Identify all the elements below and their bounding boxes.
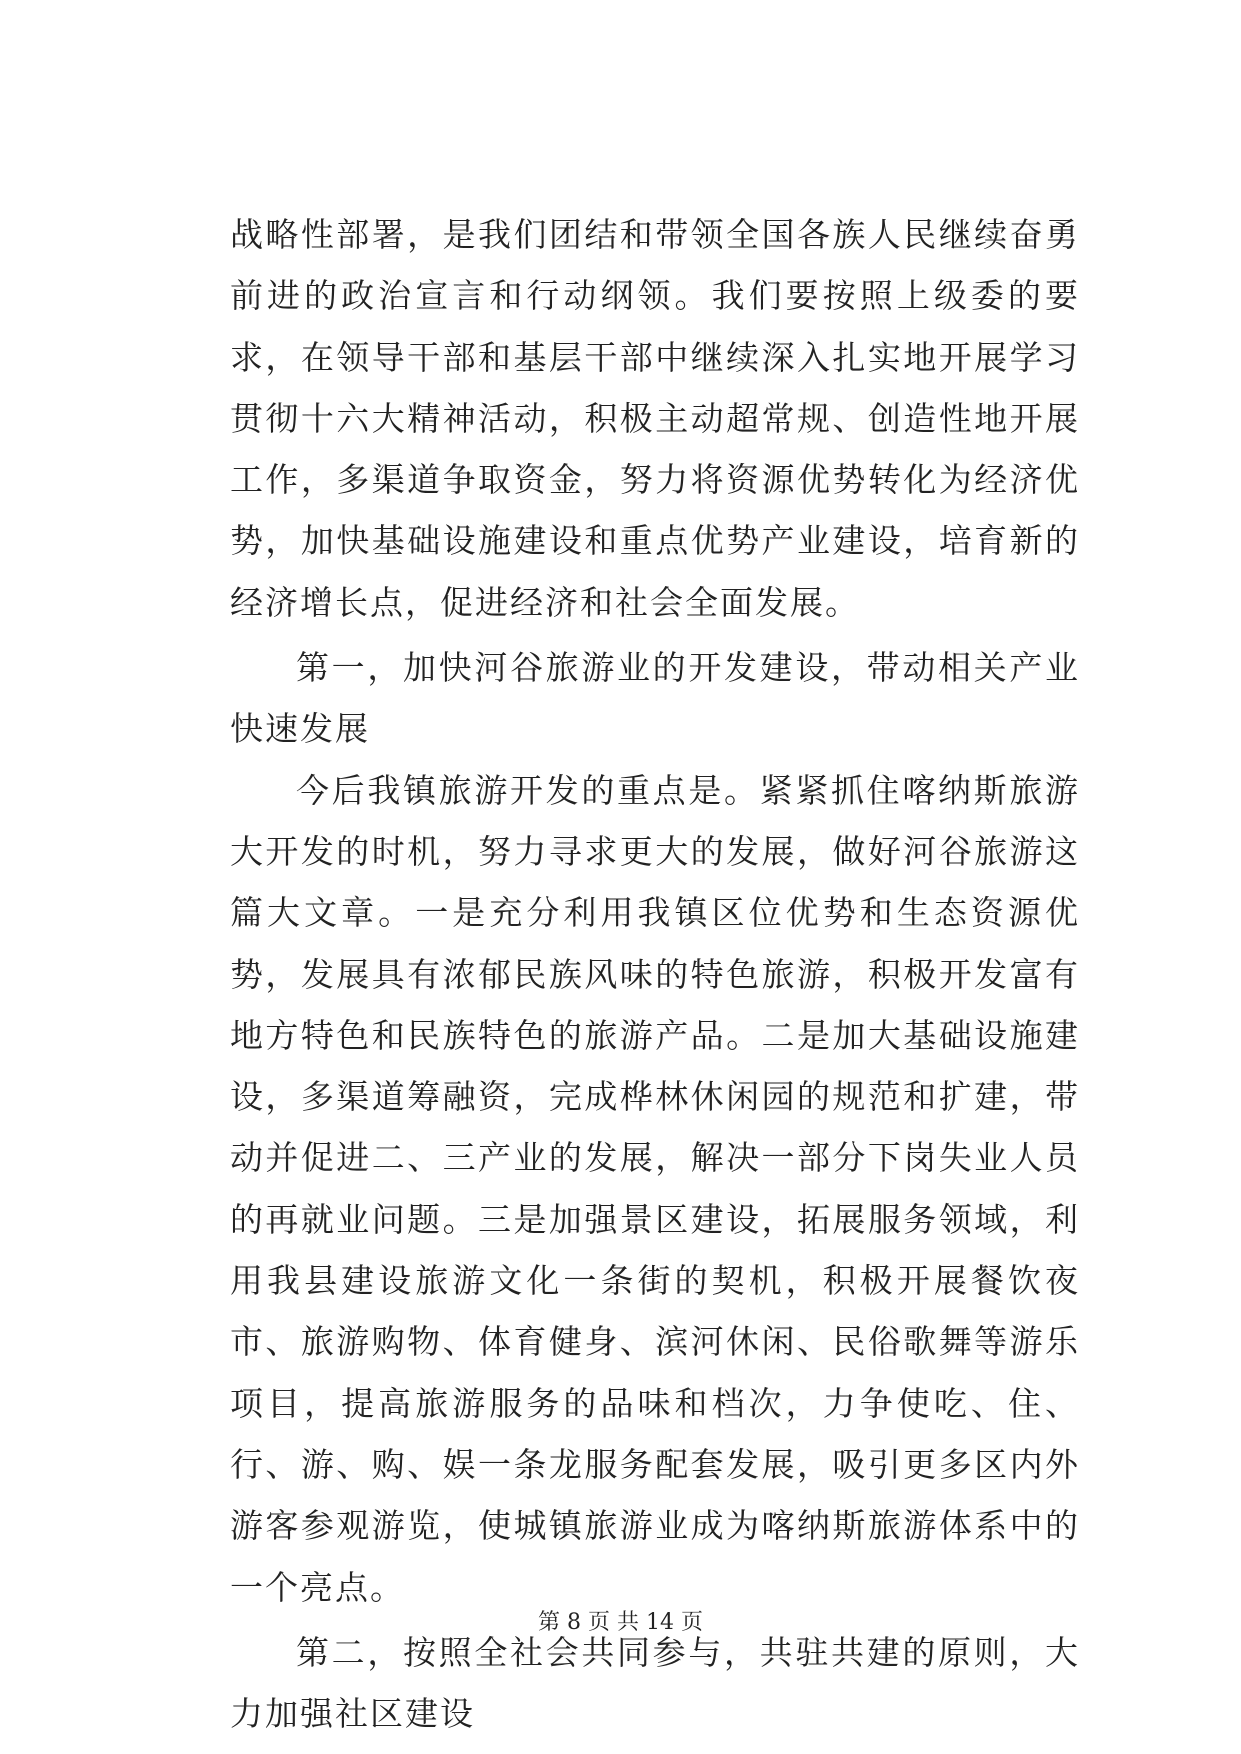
heading-tourism-development: 第一，加快河谷旅游业的开发建设，带动相关产业快速发展 [230, 648, 1080, 749]
page-number-footer: 第 8 页 共 14 页 [538, 1610, 703, 1635]
paragraph-strategic-deployment: 战略性部署，是我们团结和带领全国各族人民继续奋勇前进的政治宣言和行动纲领。我们要按照上级委的要求，在领导干部和基层干部中继续深入扎实地开展学习贯彻十六大精神活动，积极主动超常规、创造性地开展工作，多渠道争取资金，努力将资源优势转化为经济优势，加快基础设施建设和重点优势产业建设，培育新的经济增长点，促进经济和社会全面发展。 [230, 215, 1080, 622]
document-body [230, 204, 1080, 1744]
paragraph-tourism-plan: 今后我镇旅游开发的重点是。紧紧抓住喀纳斯旅游大开发的时机，努力寻求更大的发展，做好河谷旅游这篇大文章。一是充分利用我镇区位优势和生态资源优势，发展具有浓郁民族风味的特色旅游，积极开发富有地方特色和民族特色的旅游产品。二是加大基础设施建设，多渠道筹融资，完成桦林休闲园的规范和扩建，带动并促进二、三产业的发展，解决一部分下岗失业人员的再就业问题。三是加强景区建设，拓展服务领域，利用我县建设旅游文化一条街的契机，积极开展餐饮夜市、旅游购物、体育健身、滨河休闲、民俗歌舞等游乐项目，提高旅游服务的品味和档次，力争使吃、住、行、游、购、娱一条龙服务配套发展，吸引更多区内外游客参观游览，使城镇旅游业成为喀纳斯旅游体系中的一个亮点。 [230, 770, 1080, 1607]
heading-community-building: 第二，按照全社会共同参与，共驻共建的原则，大力加强社区建设 [230, 1632, 1080, 1734]
